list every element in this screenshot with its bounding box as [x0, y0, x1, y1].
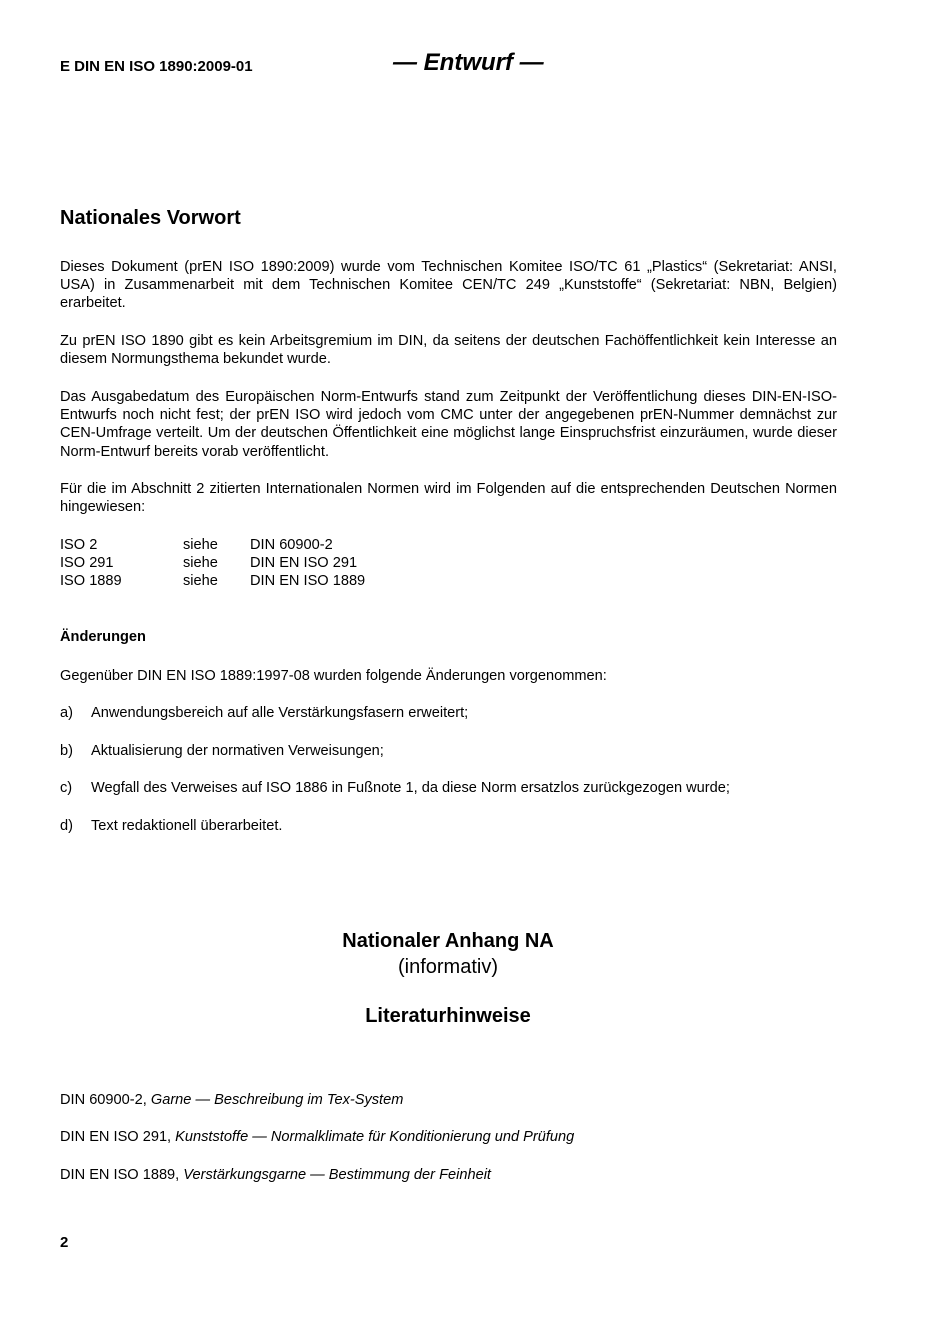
reference-din: DIN 60900-2: [250, 537, 333, 553]
page-number: 2: [60, 1234, 69, 1251]
document-code: E DIN EN ISO 1890:2009-01: [60, 58, 253, 75]
vorwort-paragraph-3: Das Ausgabedatum des Europäischen Norm-Entwurfs stand zum Zeitpunkt der Veröffentlichung dieses DIN-EN-ISO-Entwurfs noch nicht fest; der prEN ISO wird jedoch vom CMC unter der angegebenen prEN-Nummer demnächst zur CEN-Umfrage verteilt. Um der deutschen Öffentlichkeit eine möglichst lange Einspruchsfrist einzuräumen, wurde dieser Norm-Entwurf bereits vorab veröffentlicht.: [60, 389, 837, 460]
reference-iso: ISO 2: [60, 537, 98, 553]
reference-siehe: siehe: [183, 537, 218, 553]
literature-ref: DIN 60900-2,: [60, 1092, 151, 1108]
item-label: a): [60, 705, 73, 721]
literature-ref: DIN EN ISO 1889,: [60, 1167, 184, 1183]
literature-work-title: Verstärkungsgarne — Bestimmung der Feinheit: [183, 1167, 491, 1183]
item-text: Text redaktionell überarbeitet.: [91, 818, 283, 834]
literature-work-title: Garne — Beschreibung im Tex-System: [150, 1092, 404, 1108]
anhang-title: Nationaler Anhang NA: [342, 930, 554, 952]
item-label: c): [60, 780, 73, 796]
reference-iso: ISO 1889: [60, 573, 122, 589]
item-text: Wegfall des Verweises auf ISO 1886 in Fußnote 1, da diese Norm ersatzlos zurückgezogen wurde;: [91, 780, 730, 796]
reference-din: DIN EN ISO 291: [250, 555, 358, 571]
reference-siehe: siehe: [183, 555, 218, 571]
item-text: Anwendungsbereich auf alle Verstärkungsfasern erweitert;: [91, 705, 469, 721]
aenderungen-title: Änderungen: [60, 629, 146, 645]
reference-din: DIN EN ISO 1889: [250, 573, 366, 589]
reference-iso: ISO 291: [60, 555, 114, 571]
item-label: d): [60, 818, 73, 834]
literature-ref: DIN EN ISO 291,: [60, 1129, 176, 1145]
literature-entry: [60, 1166, 491, 1184]
item-label: b): [60, 743, 73, 759]
reference-siehe: siehe: [183, 573, 218, 589]
aenderungen-intro: Gegenüber DIN EN ISO 1889:1997-08 wurden folgende Änderungen vorgenommen:: [60, 668, 607, 684]
vorwort-title: Nationales Vorwort: [60, 207, 241, 229]
anhang-subtitle: (informativ): [397, 956, 498, 978]
literature-title: Literaturhinweise: [365, 1005, 531, 1027]
vorwort-paragraph-2: Zu prEN ISO 1890 gibt es kein Arbeitsgremium im DIN, da seitens der deutschen Fachöffentlichkeit kein Interesse an diesem Normungsthema bekundet wurde.: [60, 333, 837, 368]
vorwort-paragraph-1: Dieses Dokument (prEN ISO 1890:2009) wurde vom Technischen Komitee ISO/TC 61 „Plastics“ (Sekretariat: ANSI, USA) in Zusammenarbeit mit dem Technischen Komitee CEN/TC 249 „Kunststoffe“ (Sekretariat: NBN, Belgien) erarbeitet.: [60, 259, 837, 312]
literature-entry: [60, 1091, 403, 1109]
draft-label: — Entwurf —: [393, 49, 544, 76]
literature-work-title: Kunststoffe — Normalklimate für Konditionierung und Prüfung: [175, 1129, 575, 1145]
item-text: Aktualisierung der normativen Verweisungen;: [91, 743, 384, 759]
vorwort-paragraph-4: Für die im Abschnitt 2 zitierten Internationalen Normen wird im Folgenden auf die entsprechenden Deutschen Normen hingewiesen:: [60, 481, 837, 516]
literature-entry: [60, 1128, 574, 1146]
